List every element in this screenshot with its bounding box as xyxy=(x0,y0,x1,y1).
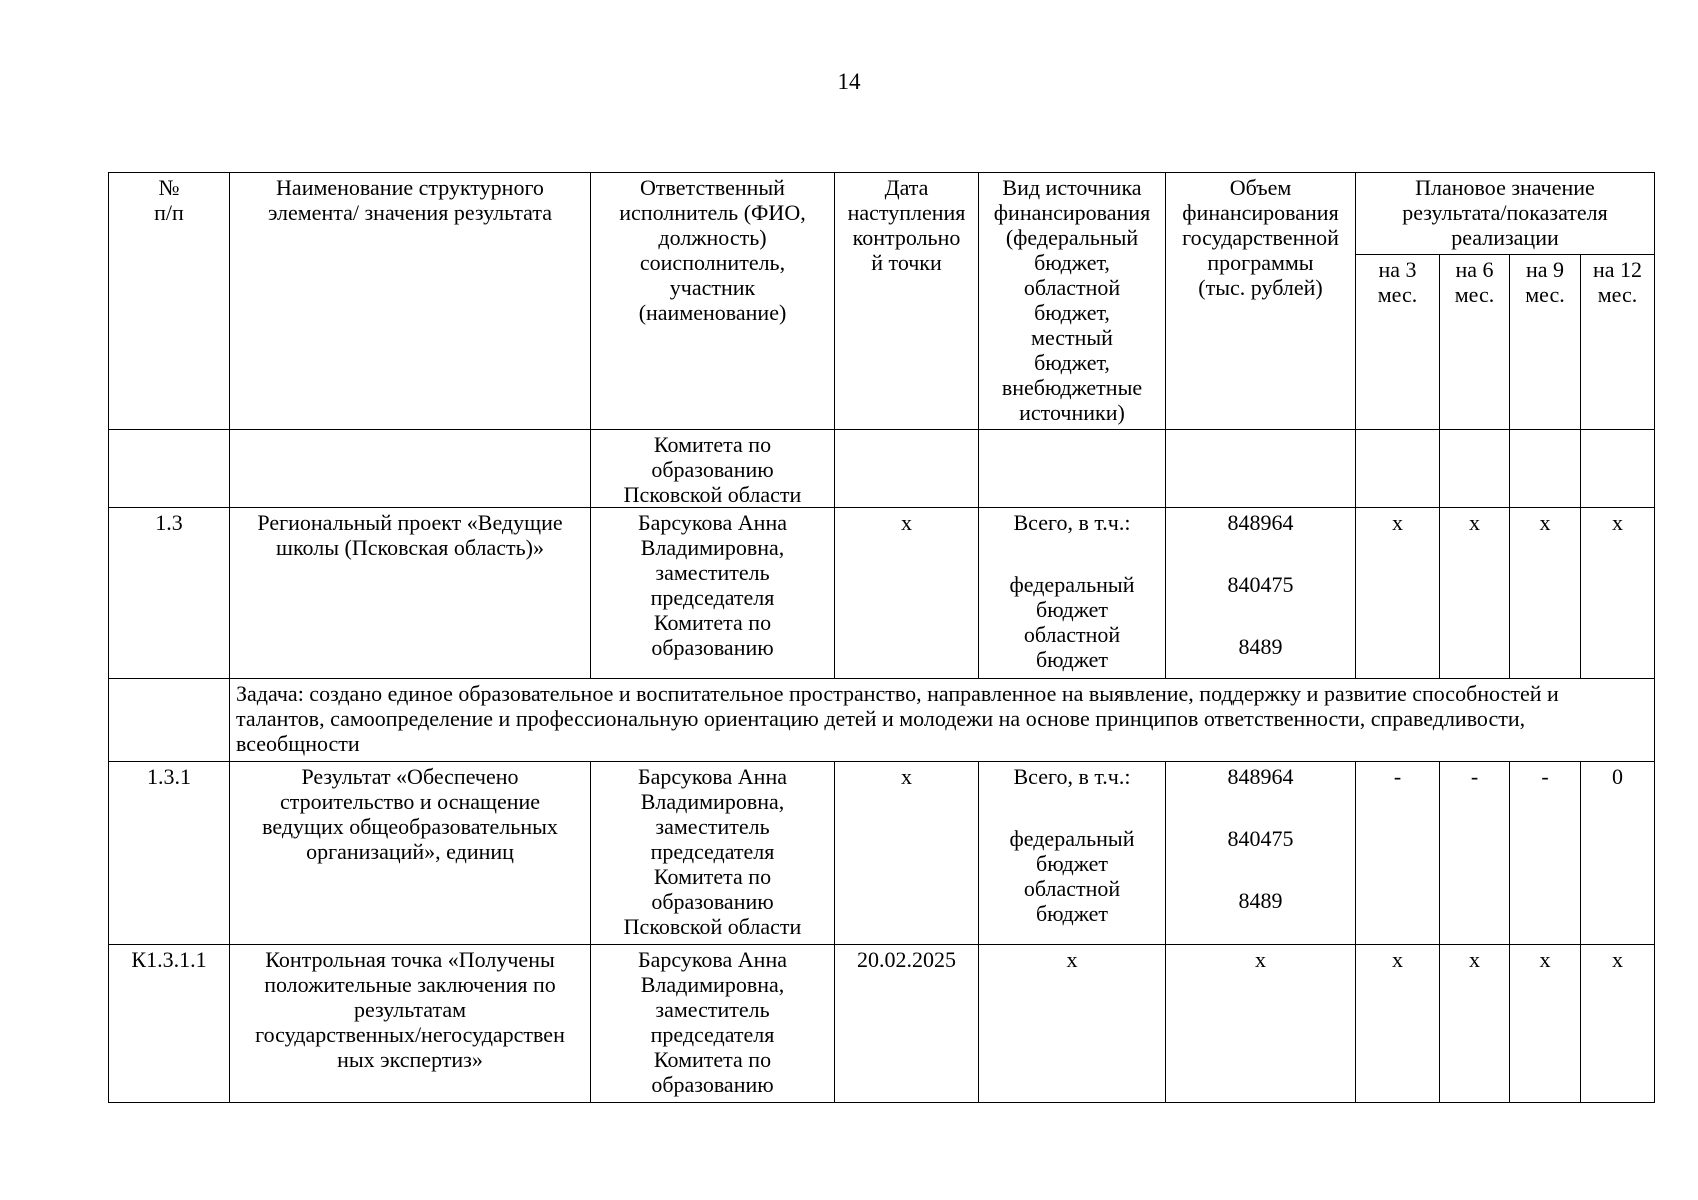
text-line: й точки xyxy=(871,250,942,275)
cell-m6: х xyxy=(1440,508,1510,679)
header-volume-text xyxy=(1170,175,1351,300)
text-line: элемента/ значения результата xyxy=(267,200,553,225)
text-line: образованию xyxy=(651,1072,774,1097)
text-line: на 9 xyxy=(1525,257,1565,282)
text-line: программы xyxy=(1207,250,1314,275)
text-line: на 12 xyxy=(1592,257,1643,282)
text-line: Барсукова Анна xyxy=(637,510,787,535)
text-line: заместитель xyxy=(655,997,770,1022)
header-num xyxy=(109,173,230,430)
text-line: (федеральный xyxy=(1005,225,1139,250)
table-row-1-3-1 xyxy=(109,762,1655,945)
text-line: бюджет xyxy=(1036,851,1108,876)
cell-empty xyxy=(1581,430,1655,508)
text-line: областной xyxy=(1023,622,1121,647)
text-line: на 3 xyxy=(1378,257,1417,282)
text-line: Ответственный xyxy=(640,175,785,200)
text-line: Барсукова Анна xyxy=(637,947,787,972)
header-m6 xyxy=(1440,255,1510,430)
text-line: местный xyxy=(1031,325,1113,350)
text-line: на 6 xyxy=(1455,257,1494,282)
header-row xyxy=(109,173,1655,255)
text-line: школы (Псковская область)» xyxy=(276,535,544,560)
text-line: образованию xyxy=(651,635,774,660)
cell-empty xyxy=(1356,430,1440,508)
cell-source xyxy=(979,762,1166,945)
text-line: Комитета по xyxy=(653,864,772,889)
cell-responsible xyxy=(591,508,835,679)
text-line: председателя xyxy=(650,1022,775,1047)
text-line: мес. xyxy=(1597,282,1638,307)
text-line: председателя xyxy=(650,839,775,864)
cell-empty xyxy=(1510,430,1581,508)
cell-m6: х xyxy=(1440,945,1510,1103)
text-line: источники) xyxy=(1019,400,1125,425)
volume-total: 848964 xyxy=(1227,510,1294,535)
volume-regional: 8489 xyxy=(1238,634,1283,659)
cell-responsible xyxy=(591,762,835,945)
cell-m3: - xyxy=(1356,762,1440,945)
cell-m3: х xyxy=(1356,508,1440,679)
table-row-1-3 xyxy=(109,508,1655,679)
text-line: Объем xyxy=(1229,175,1292,200)
source-federal xyxy=(1010,572,1135,622)
text-line: Результат «Обеспечено xyxy=(301,764,519,789)
cell-volume xyxy=(1166,762,1356,945)
text-line: Плановое значение xyxy=(1415,175,1595,200)
header-planned-text xyxy=(1360,175,1650,250)
volume-total: 848964 xyxy=(1227,764,1294,789)
volume-federal: 840475 xyxy=(1227,826,1294,851)
cell-m12: х xyxy=(1581,945,1655,1103)
table-row-task xyxy=(109,679,1655,762)
task-text: Задача: создано единое образовательное и воспитательное пространство, направленное на выявление, поддержку и развитие способностей и талантов, самоопределение и профессиональную ориентацию детей и молодежи на основе принципов ответственности, справедливости, всеобщности xyxy=(230,679,1655,762)
header-name-text xyxy=(234,175,586,225)
cell-num: 1.3 xyxy=(109,508,230,679)
cell-empty xyxy=(230,430,591,508)
cell-m12: х xyxy=(1581,508,1655,679)
text-line: Псковской области xyxy=(623,482,802,507)
cell-name xyxy=(230,762,591,945)
source-regional xyxy=(1024,622,1120,672)
cell-name xyxy=(230,508,591,679)
text-line: Владимировна, xyxy=(640,972,785,997)
cell-empty xyxy=(109,679,230,762)
cell-empty xyxy=(979,430,1166,508)
text-line: бюджет xyxy=(1035,901,1108,926)
text-line: наступления xyxy=(847,200,966,225)
cell-m12: 0 xyxy=(1581,762,1655,945)
text-line: реализации xyxy=(1451,225,1559,250)
text-line: Комитета по xyxy=(653,1047,772,1072)
text-line: Наименование структурного xyxy=(276,175,544,200)
cell-m9: - xyxy=(1510,762,1581,945)
header-m6-text xyxy=(1444,257,1505,307)
text-line: государственных/негосударствен xyxy=(255,1022,565,1047)
text-line: бюджет xyxy=(1036,597,1108,622)
text-line: заместитель xyxy=(655,560,770,585)
source-total: Всего, в т.ч.: xyxy=(1013,510,1131,535)
text-line: федеральный xyxy=(1009,826,1135,851)
cell-source: х xyxy=(979,945,1166,1103)
cell-source xyxy=(979,508,1166,679)
text-line: участник xyxy=(669,275,756,300)
responsible-text xyxy=(595,947,830,1097)
text-line: федеральный xyxy=(1009,572,1135,597)
text-line: Комитета по xyxy=(653,432,772,457)
text-line: председателя xyxy=(650,585,775,610)
cell-date: х xyxy=(835,762,979,945)
name-text xyxy=(234,947,586,1072)
cell-num: 1.3.1 xyxy=(109,762,230,945)
text-line: п/п xyxy=(154,200,184,225)
cell-empty xyxy=(1166,430,1356,508)
header-num-text xyxy=(113,175,225,225)
cell-date: х xyxy=(835,508,979,679)
text-line: внебюджетные xyxy=(1001,375,1143,400)
header-planned xyxy=(1356,173,1655,255)
text-line: мес. xyxy=(1454,282,1495,307)
text-line: результатам xyxy=(353,997,467,1022)
text-line: финансирования xyxy=(1182,200,1339,225)
text-line: (наименование) xyxy=(638,300,787,325)
header-m3 xyxy=(1356,255,1440,430)
volume-federal: 840475 xyxy=(1227,572,1294,597)
text-line: Дата xyxy=(884,175,929,200)
source-total: Всего, в т.ч.: xyxy=(1013,764,1131,789)
responsible-text xyxy=(595,764,830,939)
text-line: ведущих общеобразовательных xyxy=(262,814,558,839)
cell-volume: х xyxy=(1166,945,1356,1103)
cell-name xyxy=(230,945,591,1103)
cell-responsible xyxy=(591,945,835,1103)
text-line: бюджет, xyxy=(1034,250,1110,275)
header-source xyxy=(979,173,1166,430)
responsible-text xyxy=(595,510,830,660)
cell-empty xyxy=(109,430,230,508)
text-line: Комитета по xyxy=(653,610,772,635)
header-m9-text xyxy=(1514,257,1576,307)
program-plan-table xyxy=(108,172,1655,1103)
text-line: бюджет, xyxy=(1034,300,1110,325)
text-line: областной xyxy=(1023,876,1121,901)
header-m12 xyxy=(1581,255,1655,430)
text-line: мес. xyxy=(1525,282,1565,307)
header-name xyxy=(230,173,591,430)
table-row-k1-3-1-1 xyxy=(109,945,1655,1103)
cell-m3: х xyxy=(1356,945,1440,1103)
text-line: должность) xyxy=(658,225,767,250)
volume-regional: 8489 xyxy=(1238,888,1283,913)
source-federal xyxy=(1010,826,1135,876)
header-m9 xyxy=(1510,255,1581,430)
header-date xyxy=(835,173,979,430)
cell-m9: х xyxy=(1510,945,1581,1103)
text-line: финансирования xyxy=(993,200,1151,225)
text-line: № xyxy=(158,175,180,200)
text-line: заместитель xyxy=(655,814,770,839)
cell-empty xyxy=(1440,430,1510,508)
cell-volume xyxy=(1166,508,1356,679)
header-m12-text xyxy=(1585,257,1650,307)
table-row-continuation xyxy=(109,430,1655,508)
text-line: мес. xyxy=(1377,282,1418,307)
text-line: Вид источника xyxy=(1002,175,1142,200)
header-responsible-text xyxy=(595,175,830,325)
text-line: строительство и оснащение xyxy=(279,789,541,814)
cell-m9: х xyxy=(1510,508,1581,679)
text-line: бюджет xyxy=(1035,647,1108,672)
page-number: 14 xyxy=(837,69,861,94)
text-line: Владимировна, xyxy=(640,535,785,560)
text-line: Контрольная точка «Получены xyxy=(265,947,555,972)
cell-empty xyxy=(835,430,979,508)
name-text xyxy=(234,764,586,864)
text-line: бюджет, xyxy=(1034,350,1110,375)
text-line: контрольно xyxy=(852,225,961,250)
header-source-text xyxy=(983,175,1161,425)
text-line: образованию xyxy=(651,889,774,914)
header-date-text xyxy=(839,175,974,275)
text-line: соисполнитель, xyxy=(639,250,786,275)
cell-responsible xyxy=(591,430,835,508)
source-regional xyxy=(1024,876,1120,926)
cell-num: К1.3.1.1 xyxy=(109,945,230,1103)
responsible-text xyxy=(595,432,830,507)
text-line: положительные заключения по xyxy=(264,972,556,997)
name-text xyxy=(234,510,586,560)
text-line: Владимировна, xyxy=(640,789,785,814)
cell-m6: - xyxy=(1440,762,1510,945)
text-line: Псковской области xyxy=(623,914,802,939)
text-line: областной xyxy=(1023,275,1121,300)
text-line: результата/показателя xyxy=(1402,200,1608,225)
text-line: образованию xyxy=(651,457,774,482)
text-line: Региональный проект «Ведущие xyxy=(257,510,563,535)
text-line: ных экспертиз» xyxy=(337,1047,483,1072)
header-m3-text xyxy=(1360,257,1435,307)
text-line: Барсукова Анна xyxy=(637,764,787,789)
text-line: государственной xyxy=(1182,225,1339,250)
header-responsible xyxy=(591,173,835,430)
text-line: (тыс. рублей) xyxy=(1198,275,1323,300)
header-volume xyxy=(1166,173,1356,430)
text-line: организаций», единиц xyxy=(306,839,514,864)
cell-date: 20.02.2025 xyxy=(835,945,979,1103)
text-line: исполнитель (ФИО, xyxy=(619,200,806,225)
